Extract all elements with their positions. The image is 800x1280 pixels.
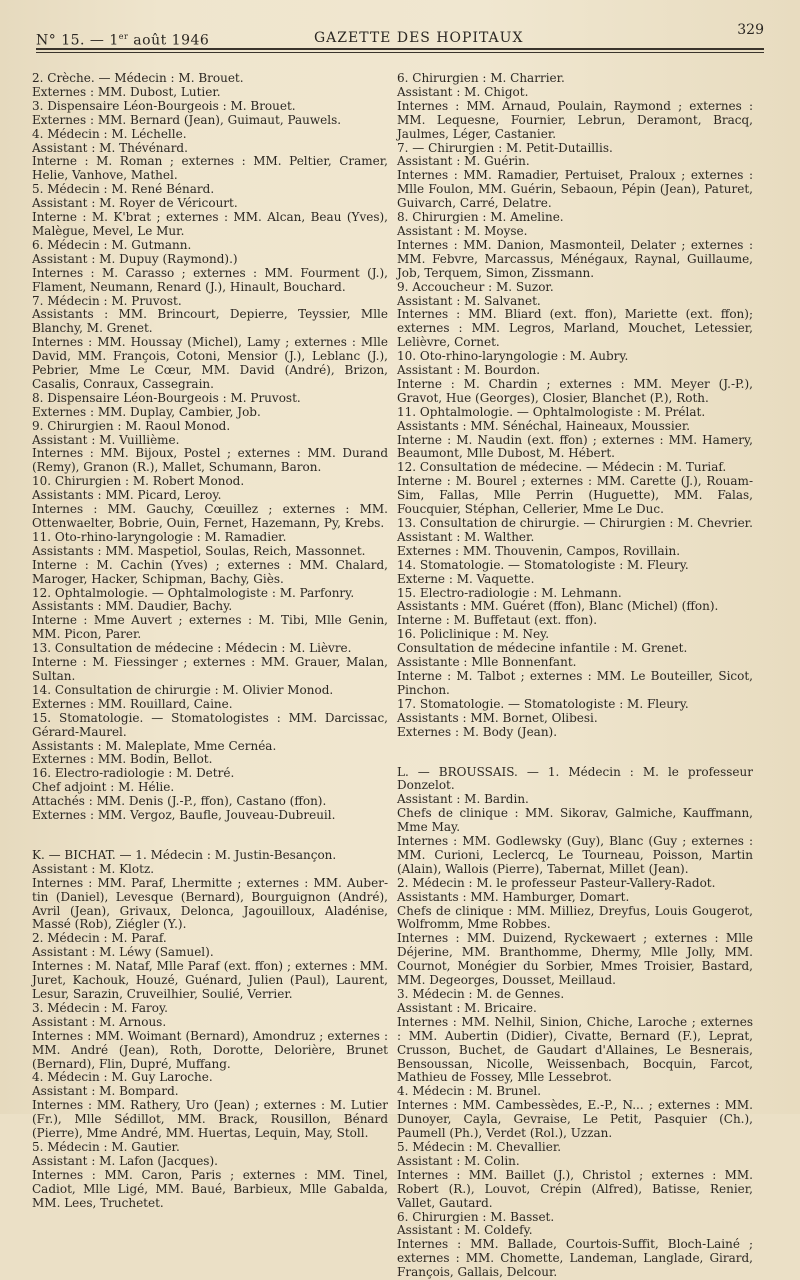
roster-line: Internes : MM. Duizend, Ryckewaert ; externes : Mlle Déjerine, MM. Branthomme, Dhermy, Mlle Jolly, MM. Cournot, Monégier du Sorbier, Mmes Troisier, Bastard, MM. Degeorges, Dousset, Meillaud.	[397, 931, 753, 988]
roster-line: Assistant : M. Dupuy (Raymond).)	[32, 251, 238, 266]
roster-line: 5. Médecin : M. René Bénard.	[32, 182, 215, 197]
header-rule-thin	[36, 52, 764, 53]
roster-line: Assistant : M. Salvanet.	[397, 293, 541, 308]
roster-line: 7. — Chirurgien : M. Petit-Dutaillis.	[397, 140, 613, 155]
roster-line: Chefs de clinique : MM. Milliez, Dreyfus, Louis Gougerot, Wolfromm, Mme Robbes.	[397, 903, 753, 932]
roster-line: 15. Electro-radiologie : M. Lehmann.	[397, 585, 622, 600]
roster-line: Assistant : M. Bompard.	[32, 1084, 179, 1099]
roster-line: Assistants : MM. Hamburger, Domart.	[397, 889, 630, 904]
roster-line: Externes : MM. Vergoz, Baufle, Jouveau-Dubreuil.	[32, 808, 336, 823]
roster-line: 14. Stomatologie. — Stomatologiste : M. Fleury.	[397, 557, 689, 572]
roster-line: 16. Electro-radiologie : M. Detré.	[32, 766, 235, 781]
roster-line: Externes : MM. Dubost, Lutier.	[32, 84, 221, 99]
roster-line: Internes : MM. Caron, Paris ; externes : MM. Tinel, Cadiot, Mlle Ligé, MM. Baué, Barbieux, Mlle Gabalda, MM. Lees, Truchetet.	[32, 1167, 388, 1210]
roster-line: Assistant : M. Lafon (Jacques).	[32, 1153, 218, 1168]
roster-line: 9. Accoucheur : M. Suzor.	[397, 279, 554, 294]
roster-line: Assistant : M. Bourdon.	[397, 363, 541, 378]
roster-line: Assistant : M. Thévénard.	[32, 140, 188, 155]
roster-line: Interne : M. K'brat ; externes : MM. Alcan, Beau (Yves), Malègue, Mevel, Le Mur.	[32, 210, 388, 238]
roster-line: Externes : MM. Bodin, Bellot.	[32, 752, 213, 767]
issue-date-rest: août 1946	[128, 32, 210, 49]
roster-line: Internes : MM. Rathery, Uro (Jean) ; externes : M. Lutier (Fr.), Mlle Sédillot, MM. Brack, Rousillon, Bénard (Pierre), Mme André, MM. Huertas, Lequin, May, Stoll.	[32, 1098, 388, 1141]
roster-line: Internes : MM. Bliard (ext. ffon), Mariette (ext. ffon); externes : MM. Legros, Marland, Mouchet, Letessier, Lelièvre, Cornet.	[397, 307, 753, 350]
roster-line: Interne : M. Buffetaut (ext. ffon).	[397, 613, 598, 628]
section-gap	[397, 740, 753, 766]
roster-line: 17. Stomatologie. — Stomatologiste : M. Fleury.	[397, 696, 689, 711]
roster-line: Externes : MM. Bernard (Jean), Guimaut, Pauwels.	[32, 112, 342, 127]
journal-title: GAZETTE DES HOPITAUX	[314, 30, 524, 46]
roster-line: Interne : M. Naudin (ext. ffon) ; externes : MM. Hamery, Beaumont, Mlle Dubost, M. Hébert.	[397, 432, 753, 461]
roster-line: Externe : M. Vaquette.	[397, 571, 535, 586]
roster-line: Internes : MM. Houssay (Michel), Lamy ; externes : Mlle David, MM. François, Cotoni, Mensior (J.), Leblanc (J.), Pebrier, Mme Le Cœur, MM. David (André), Brizon, Casalis, Conraux, Cassegrain.	[32, 335, 388, 391]
roster-line: Assistant : M. Moyse.	[397, 223, 528, 238]
roster-line: Internes : M. Nataf, Mlle Paraf (ext. ffon) ; externes : MM. Juret, Kachouk, Houzé, Guénard, Julien (Paul), Laurent, Lesur, Sarazin, Cruveilhier, Soulié, Verrier.	[32, 959, 388, 1001]
roster-line: Assistant : M. Coldefy.	[397, 1223, 533, 1238]
roster-line: Chef adjoint : M. Hélie.	[32, 780, 175, 795]
roster-line: 8. Chirurgien : M. Ameline.	[397, 210, 564, 225]
roster-line: Assistant : M. Walther.	[397, 529, 535, 544]
roster-line: Internes : MM. Paraf, Lhermitte ; externes : MM. Auber-tin (Daniel), Levesque (Bernard), Bourguignon (André), Avril (Jean), Grivaux, Delonca, Jagouilloux, Aladénise, Massé (Rob), Ziégler (Y.).	[32, 875, 388, 932]
roster-line: Chefs de clinique : MM. Sikorav, Galmiche, Kauffmann, Mme May.	[397, 806, 753, 835]
roster-line: 10. Oto-rhino-laryngologie : M. Aubry.	[397, 349, 629, 364]
roster-line: 3. Médecin : M. Faroy.	[32, 1000, 168, 1015]
roster-line: Assistant : M. Klotz.	[32, 861, 155, 876]
page-number: 329	[737, 22, 764, 38]
roster-line: 4. Médecin : M. Guy Laroche.	[32, 1070, 213, 1085]
roster-line: Assistant : M. Léwy (Samuel).	[32, 945, 214, 960]
roster-line: Interne : M. Roman ; externes : MM. Peltier, Cramer, Helie, Vanhove, Mathel.	[32, 154, 388, 183]
roster-line: 5. Médecin : M. Chevallier.	[397, 1139, 562, 1154]
roster-line: Internes : MM. Nelhil, Sinion, Chiche, Laroche ; externes : MM. Aubertin (Didier), Civatte, Bernard (F.), Leprat, Crusson, Buchet, de Gaudart d'Allaines, Le Besnerais, Bensoussan, Nicolle, Weissenbach, Bocquin, Farcot, Mathieu de Fossey, Mlle Lessebrot.	[397, 1014, 753, 1085]
roster-line: 12. Ophtalmologie. — Ophtalmologiste : M. Parfonry.	[32, 585, 355, 600]
roster-line: Interne : M. Talbot ; externes : MM. Le Bouteiller, Sicot, Pinchon.	[397, 668, 753, 697]
page-header	[36, 22, 764, 62]
roster-line: 13. Consultation de médecine : Médecin : M. Lièvre.	[32, 641, 352, 656]
roster-line: 11. Ophtalmologie. — Ophtalmologiste : M. Prélat.	[397, 404, 706, 419]
section-gap	[32, 823, 388, 849]
roster-line: K. — BICHAT. — 1. Médecin : M. Justin-Besançon.	[32, 847, 337, 862]
roster-line: Assistant : M. Vuillième.	[32, 432, 180, 447]
roster-line: 15. Stomatologie. — Stomatologistes : MM. Darcissac, Gérard-Maurel.	[32, 710, 388, 739]
roster-line: Assistant : M. Colin.	[397, 1153, 520, 1168]
roster-line: Assistant : M. Bricaire.	[397, 1000, 537, 1015]
roster-line: 2. Médecin : M. Paraf.	[32, 931, 167, 946]
roster-line: Externes : MM. Thouvenin, Campos, Rovillain.	[397, 543, 681, 558]
roster-line: Assistant : M. Bardin.	[397, 792, 529, 807]
roster-line: Assistants : MM. Brincourt, Depierre, Teyssier, Mlle Blanchy, M. Grenet.	[32, 307, 388, 336]
roster-line: Consultation de médecine infantile : M. Grenet.	[397, 641, 688, 656]
roster-line: Internes : MM. Woimant (Bernard), Amondruz ; externes : MM. André (Jean), Roth, Dorotte, Delorière, Brunet (Bernard), Flin, Dupré, Muffang.	[32, 1028, 388, 1071]
roster-line: Assistante : Mlle Bonnenfant.	[397, 655, 577, 670]
roster-line: Assistants : MM. Picard, Leroy.	[32, 488, 222, 503]
roster-line: Assistants : MM. Maspetiol, Soulas, Reich, Massonnet.	[32, 543, 366, 558]
roster-line: 2. Crèche. — Médecin : M. Brouet.	[32, 71, 244, 85]
roster-line: 6. Chirurgien : M. Charrier.	[397, 71, 565, 85]
roster-line: Interne : M. Cachin (Yves) ; externes : MM. Chalard, Maroger, Hacker, Schipman, Bachy, Giès.	[32, 557, 388, 586]
roster-line: 5. Médecin : M. Gautier.	[32, 1139, 180, 1154]
roster-line: Interne : Mme Auvert ; externes : M. Tibi, Mlle Genin, MM. Picon, Parer.	[32, 613, 388, 642]
roster-line: Assistants : M. Maleplate, Mme Cernéa.	[32, 738, 277, 753]
right-column	[397, 72, 753, 1280]
roster-line: 8. Dispensaire Léon-Bourgeois : M. Pruvost.	[32, 390, 301, 405]
roster-line: 6. Médecin : M. Gutmann.	[32, 237, 192, 252]
roster-line: 9. Chirurgien : M. Raoul Monod.	[32, 418, 231, 433]
roster-line: 14. Consultation de chirurgie : M. Olivier Monod.	[32, 682, 334, 697]
issue-sup: er	[118, 32, 129, 41]
roster-line: 10. Chirurgien : M. Robert Monod.	[32, 474, 245, 489]
roster-line: Assistant : M. Arnous.	[32, 1014, 167, 1029]
roster-line: 6. Chirurgien : M. Basset.	[397, 1209, 555, 1224]
roster-line: 7. Médecin : M. Pruvost.	[32, 293, 182, 308]
roster-line: Internes : MM. Danion, Masmonteil, Delater ; externes : MM. Febvre, Marcassus, Ménégaux, Raynal, Guillaume, Job, Terquem, Simon, Zissmann.	[397, 237, 753, 280]
roster-line: Internes : MM. Gauchy, Cœuillez ; externes : MM. Ottenwaelter, Bobrie, Ouin, Fernet, Hazemann, Py, Krebs.	[32, 502, 388, 530]
roster-line: Internes : MM. Godlewsky (Guy), Blanc (Guy ; externes : MM. Curioni, Leclercq, Le Tourneau, Poisson, Martin (Alain), Wallois (Pierre), Tabernat, Millet (Jean).	[397, 834, 753, 876]
roster-line: 4. Médecin : M. Léchelle.	[32, 126, 187, 141]
roster-line: Assistant : M. Guérin.	[397, 154, 530, 169]
roster-line: Interne : M. Fiessinger ; externes : MM. Grauer, Malan, Sultan.	[32, 655, 388, 683]
roster-line: Internes : MM. Cambessèdes, E.-P., N... ; externes : MM. Dunoyer, Cayla, Gevraise, Le Petit, Pasquier (Ch.), Paumell (Ph.), Verdet (Rol.), Uzzan.	[397, 1098, 753, 1141]
roster-line: Assistants : MM. Guéret (ffon), Blanc (Michel) (ffon).	[397, 599, 719, 614]
roster-line: Assistant : M. Chigot.	[397, 84, 529, 99]
roster-line: 11. Oto-rhino-laryngologie : M. Ramadier.	[32, 529, 287, 544]
roster-line: Internes : M. Carasso ; externes : MM. Fourment (J.), Flament, Neumann, Renard (J.), Hinault, Bouchard.	[32, 265, 388, 294]
roster-line: Assistants : MM. Sénéchal, Haineaux, Moussier.	[397, 418, 691, 433]
roster-line: 3. Médecin : M. de Gennes.	[397, 987, 565, 1001]
issue-number: N° 15. — 1	[36, 32, 119, 49]
roster-line: Internes : MM. Ballade, Courtois-Suffit, Bloch-Lainé ; externes : MM. Chomette, Landeman, Langlade, Girard, François, Gallais, Delcour.	[397, 1237, 753, 1280]
roster-line: 2. Médecin : M. le professeur Pasteur-Vallery-Radot.	[397, 875, 716, 890]
roster-line: Externes : MM. Rouillard, Caine.	[32, 696, 233, 711]
issue-date	[36, 32, 209, 49]
roster-line: Assistants : MM. Bornet, Olibesi.	[397, 710, 598, 725]
roster-line: Internes : MM. Bijoux, Postel ; externes : MM. Durand (Remy), Granon (R.), Mallet, Schumann, Baron.	[32, 446, 388, 475]
roster-line: 16. Policlinique : M. Ney.	[397, 627, 550, 642]
roster-line: Interne : M. Bourel ; externes : MM. Carette (J.), Rouam-Sim, Fallas, Mlle Perrin (Huguette), MM. Falas, Foucquier, Stéphan, Cellerier, Mme Le Duc.	[397, 474, 753, 517]
roster-line: 4. Médecin : M. Brunel.	[397, 1084, 542, 1099]
roster-line: 13. Consultation de chirurgie. — Chirurgien : M. Chevrier.	[397, 516, 753, 530]
roster-line: 3. Dispensaire Léon-Bourgeois : M. Brouet.	[32, 98, 296, 113]
roster-line: Externes : M. Body (Jean).	[397, 724, 558, 739]
roster-line: Attachés : MM. Denis (J.-P., ffon), Castano (ffon).	[32, 794, 327, 809]
roster-line: Internes : MM. Arnaud, Poulain, Raymond ; externes : MM. Lequesne, Fournier, Lebrun, Deramont, Bracq, Jaulmes, Léger, Castanier.	[397, 98, 753, 141]
roster-line: 12. Consultation de médecine. — Médecin : M. Turiaf.	[397, 460, 727, 475]
left-column	[32, 72, 388, 1211]
roster-line: Interne : M. Chardin ; externes : MM. Meyer (J.-P.), Gravot, Hue (Georges), Closier, Blanchet (P.), Roth.	[397, 376, 753, 405]
header-rule-thick	[36, 48, 764, 50]
roster-line: L. — BROUSSAIS. — 1. Médecin : M. le professeur Donzelot.	[397, 764, 753, 793]
roster-line: Assistant : M. Royer de Véricourt.	[32, 196, 238, 211]
roster-line: Assistants : MM. Daudier, Bachy.	[32, 599, 233, 614]
roster-line: Internes : MM. Ramadier, Pertuiset, Praloux ; externes : Mlle Foulon, MM. Guérin, Sebaoun, Pépin (Jean), Paturet, Guivarch, Carré, Delatre.	[397, 168, 753, 211]
roster-line: Externes : MM. Duplay, Cambier, Job.	[32, 404, 261, 419]
roster-line: Internes : MM. Baillet (J.), Christol ; externes : MM. Robert (R.), Louvot, Crépin (Alfred), Batisse, Renier, Vallet, Gautard.	[397, 1167, 753, 1210]
